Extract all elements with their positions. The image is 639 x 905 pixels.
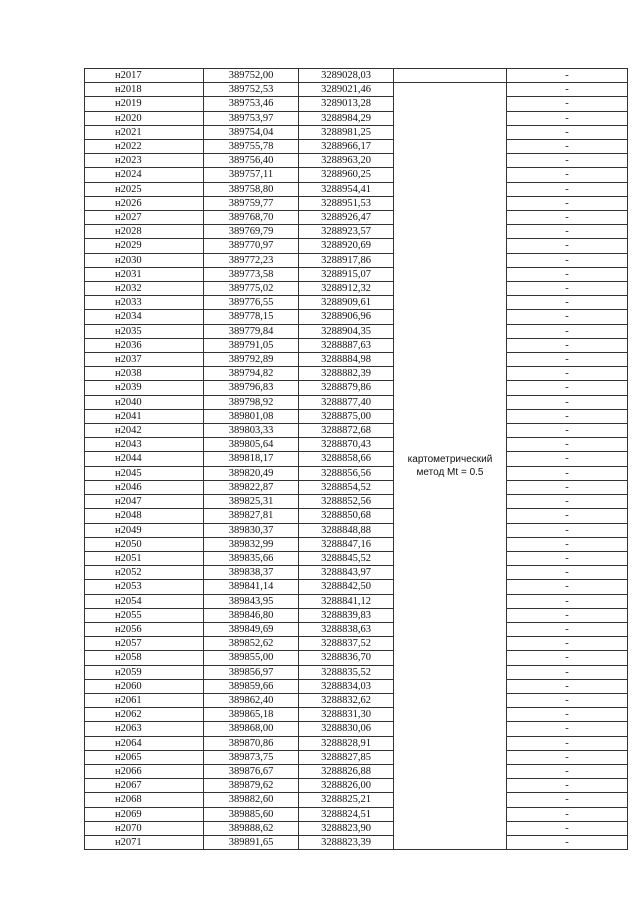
point-name-cell: н2044 bbox=[85, 452, 204, 466]
y-coordinate-cell: 3288960,25 bbox=[299, 168, 394, 182]
y-coordinate-cell: 3288828,91 bbox=[299, 736, 394, 750]
point-name-cell: н2017 bbox=[85, 69, 204, 83]
note-cell: - bbox=[507, 140, 628, 154]
note-cell: - bbox=[507, 69, 628, 83]
y-coordinate-cell: 3288926,47 bbox=[299, 211, 394, 225]
table-row bbox=[85, 196, 628, 210]
x-coordinate-cell: 389870,86 bbox=[204, 736, 299, 750]
x-coordinate-cell: 389859,66 bbox=[204, 679, 299, 693]
y-coordinate-cell: 3288912,32 bbox=[299, 282, 394, 296]
note-cell: - bbox=[507, 665, 628, 679]
y-coordinate-cell: 3288826,00 bbox=[299, 779, 394, 793]
point-name-cell: н2069 bbox=[85, 807, 204, 821]
x-coordinate-cell: 389820,49 bbox=[204, 466, 299, 480]
note-cell: - bbox=[507, 480, 628, 494]
note-cell: - bbox=[507, 196, 628, 210]
y-coordinate-cell: 3288981,25 bbox=[299, 125, 394, 139]
point-name-cell: н2049 bbox=[85, 523, 204, 537]
note-cell: - bbox=[507, 821, 628, 835]
table-row bbox=[85, 594, 628, 608]
note-cell: - bbox=[507, 424, 628, 438]
y-coordinate-cell: 3288837,52 bbox=[299, 637, 394, 651]
table-row bbox=[85, 282, 628, 296]
x-coordinate-cell: 389791,05 bbox=[204, 338, 299, 352]
note-cell: - bbox=[507, 693, 628, 707]
point-name-cell: н2026 bbox=[85, 196, 204, 210]
table-row bbox=[85, 509, 628, 523]
point-name-cell: н2050 bbox=[85, 537, 204, 551]
note-cell: - bbox=[507, 296, 628, 310]
y-coordinate-cell: 3288963,20 bbox=[299, 154, 394, 168]
x-coordinate-cell: 389755,78 bbox=[204, 140, 299, 154]
note-cell: - bbox=[507, 807, 628, 821]
x-coordinate-cell: 389868,00 bbox=[204, 722, 299, 736]
y-coordinate-cell: 3288882,39 bbox=[299, 367, 394, 381]
note-cell: - bbox=[507, 637, 628, 651]
table-row bbox=[85, 835, 628, 849]
table-row bbox=[85, 97, 628, 111]
note-cell: - bbox=[507, 239, 628, 253]
point-name-cell: н2033 bbox=[85, 296, 204, 310]
table-row bbox=[85, 168, 628, 182]
x-coordinate-cell: 389779,84 bbox=[204, 324, 299, 338]
point-name-cell: н2020 bbox=[85, 111, 204, 125]
point-name-cell: н2063 bbox=[85, 722, 204, 736]
x-coordinate-cell: 389775,02 bbox=[204, 282, 299, 296]
table-row bbox=[85, 779, 628, 793]
x-coordinate-cell: 389753,46 bbox=[204, 97, 299, 111]
y-coordinate-cell: 3288823,39 bbox=[299, 835, 394, 849]
table-row bbox=[85, 239, 628, 253]
y-coordinate-cell: 3288845,52 bbox=[299, 551, 394, 565]
point-name-cell: н2025 bbox=[85, 182, 204, 196]
note-cell: - bbox=[507, 282, 628, 296]
x-coordinate-cell: 389798,92 bbox=[204, 395, 299, 409]
point-name-cell: н2031 bbox=[85, 267, 204, 281]
point-name-cell: н2035 bbox=[85, 324, 204, 338]
x-coordinate-cell: 389849,69 bbox=[204, 622, 299, 636]
coordinates-table bbox=[84, 68, 628, 850]
note-cell: - bbox=[507, 438, 628, 452]
point-name-cell: н2053 bbox=[85, 580, 204, 594]
note-cell: - bbox=[507, 835, 628, 849]
point-name-cell: н2068 bbox=[85, 793, 204, 807]
table-row bbox=[85, 708, 628, 722]
x-coordinate-cell: 389754,04 bbox=[204, 125, 299, 139]
y-coordinate-cell: 3288823,90 bbox=[299, 821, 394, 835]
note-cell: - bbox=[507, 353, 628, 367]
table-row bbox=[85, 566, 628, 580]
point-name-cell: н2034 bbox=[85, 310, 204, 324]
note-cell: - bbox=[507, 566, 628, 580]
point-name-cell: н2043 bbox=[85, 438, 204, 452]
note-cell: - bbox=[507, 253, 628, 267]
y-coordinate-cell: 3288841,12 bbox=[299, 594, 394, 608]
point-name-cell: н2036 bbox=[85, 338, 204, 352]
point-name-cell: н2032 bbox=[85, 282, 204, 296]
point-name-cell: н2022 bbox=[85, 140, 204, 154]
y-coordinate-cell: 3288825,21 bbox=[299, 793, 394, 807]
y-coordinate-cell: 3288835,52 bbox=[299, 665, 394, 679]
table-row bbox=[85, 793, 628, 807]
point-name-cell: н2052 bbox=[85, 566, 204, 580]
table-row bbox=[85, 182, 628, 196]
x-coordinate-cell: 389758,80 bbox=[204, 182, 299, 196]
note-cell: - bbox=[507, 111, 628, 125]
point-name-cell: н2045 bbox=[85, 466, 204, 480]
y-coordinate-cell: 3288856,56 bbox=[299, 466, 394, 480]
note-cell: - bbox=[507, 395, 628, 409]
note-cell: - bbox=[507, 168, 628, 182]
note-cell: - bbox=[507, 182, 628, 196]
point-name-cell: н2024 bbox=[85, 168, 204, 182]
method-cell: картометрический метод Mt = 0.5 bbox=[394, 83, 507, 850]
table-row bbox=[85, 338, 628, 352]
note-cell: - bbox=[507, 793, 628, 807]
x-coordinate-cell: 389757,11 bbox=[204, 168, 299, 182]
point-name-cell: н2041 bbox=[85, 409, 204, 423]
table-row bbox=[85, 424, 628, 438]
x-coordinate-cell: 389803,33 bbox=[204, 424, 299, 438]
x-coordinate-cell: 389830,37 bbox=[204, 523, 299, 537]
x-coordinate-cell: 389882,60 bbox=[204, 793, 299, 807]
y-coordinate-cell: 3288904,35 bbox=[299, 324, 394, 338]
note-cell: - bbox=[507, 764, 628, 778]
note-cell: - bbox=[507, 495, 628, 509]
table-row bbox=[85, 381, 628, 395]
point-name-cell: н2061 bbox=[85, 693, 204, 707]
y-coordinate-cell: 3288842,50 bbox=[299, 580, 394, 594]
x-coordinate-cell: 389772,23 bbox=[204, 253, 299, 267]
table-row bbox=[85, 665, 628, 679]
note-cell: - bbox=[507, 381, 628, 395]
x-coordinate-cell: 389885,60 bbox=[204, 807, 299, 821]
point-name-cell: н2048 bbox=[85, 509, 204, 523]
point-name-cell: н2040 bbox=[85, 395, 204, 409]
y-coordinate-cell: 3288879,86 bbox=[299, 381, 394, 395]
y-coordinate-cell: 3288915,07 bbox=[299, 267, 394, 281]
table-row bbox=[85, 367, 628, 381]
note-cell: - bbox=[507, 466, 628, 480]
x-coordinate-cell: 389876,67 bbox=[204, 764, 299, 778]
point-name-cell: н2030 bbox=[85, 253, 204, 267]
note-cell: - bbox=[507, 622, 628, 636]
x-coordinate-cell: 389768,70 bbox=[204, 211, 299, 225]
point-name-cell: н2046 bbox=[85, 480, 204, 494]
point-name-cell: н2059 bbox=[85, 665, 204, 679]
x-coordinate-cell: 389888,62 bbox=[204, 821, 299, 835]
note-cell: - bbox=[507, 509, 628, 523]
x-coordinate-cell: 389873,75 bbox=[204, 750, 299, 764]
note-cell: - bbox=[507, 367, 628, 381]
note-cell: - bbox=[507, 551, 628, 565]
note-cell: - bbox=[507, 679, 628, 693]
note-cell: - bbox=[507, 83, 628, 97]
table-row bbox=[85, 267, 628, 281]
point-name-cell: н2023 bbox=[85, 154, 204, 168]
note-cell: - bbox=[507, 580, 628, 594]
point-name-cell: н2067 bbox=[85, 779, 204, 793]
table-row bbox=[85, 353, 628, 367]
x-coordinate-cell: 389862,40 bbox=[204, 693, 299, 707]
y-coordinate-cell: 3288832,62 bbox=[299, 693, 394, 707]
note-cell: - bbox=[507, 708, 628, 722]
x-coordinate-cell: 389827,81 bbox=[204, 509, 299, 523]
x-coordinate-cell: 389794,82 bbox=[204, 367, 299, 381]
y-coordinate-cell: 3288909,61 bbox=[299, 296, 394, 310]
x-coordinate-cell: 389792,89 bbox=[204, 353, 299, 367]
y-coordinate-cell: 3288954,41 bbox=[299, 182, 394, 196]
note-cell: - bbox=[507, 324, 628, 338]
y-coordinate-cell: 3288870,43 bbox=[299, 438, 394, 452]
x-coordinate-cell: 389865,18 bbox=[204, 708, 299, 722]
table-row bbox=[85, 83, 628, 97]
note-cell: - bbox=[507, 310, 628, 324]
y-coordinate-cell: 3289028,03 bbox=[299, 69, 394, 83]
y-coordinate-cell: 3288984,29 bbox=[299, 111, 394, 125]
table-row bbox=[85, 438, 628, 452]
y-coordinate-cell: 3288917,86 bbox=[299, 253, 394, 267]
point-name-cell: н2066 bbox=[85, 764, 204, 778]
coordinates-table-body bbox=[85, 69, 628, 850]
note-cell: - bbox=[507, 736, 628, 750]
note-cell: - bbox=[507, 125, 628, 139]
point-name-cell: н2021 bbox=[85, 125, 204, 139]
y-coordinate-cell: 3288834,03 bbox=[299, 679, 394, 693]
point-name-cell: н2071 bbox=[85, 835, 204, 849]
x-coordinate-cell: 389776,55 bbox=[204, 296, 299, 310]
x-coordinate-cell: 389856,97 bbox=[204, 665, 299, 679]
point-name-cell: н2028 bbox=[85, 225, 204, 239]
y-coordinate-cell: 3289021,46 bbox=[299, 83, 394, 97]
x-coordinate-cell: 389852,62 bbox=[204, 637, 299, 651]
x-coordinate-cell: 389752,53 bbox=[204, 83, 299, 97]
x-coordinate-cell: 389818,17 bbox=[204, 452, 299, 466]
note-cell: - bbox=[507, 338, 628, 352]
y-coordinate-cell: 3288951,53 bbox=[299, 196, 394, 210]
note-cell: - bbox=[507, 608, 628, 622]
y-coordinate-cell: 3288831,30 bbox=[299, 708, 394, 722]
note-cell: - bbox=[507, 722, 628, 736]
x-coordinate-cell: 389835,66 bbox=[204, 551, 299, 565]
y-coordinate-cell: 3288966,17 bbox=[299, 140, 394, 154]
note-cell: - bbox=[507, 750, 628, 764]
x-coordinate-cell: 389825,31 bbox=[204, 495, 299, 509]
table-row bbox=[85, 750, 628, 764]
x-coordinate-cell: 389846,80 bbox=[204, 608, 299, 622]
y-coordinate-cell: 3288839,83 bbox=[299, 608, 394, 622]
table-row bbox=[85, 651, 628, 665]
point-name-cell: н2019 bbox=[85, 97, 204, 111]
note-cell: - bbox=[507, 779, 628, 793]
y-coordinate-cell: 3288830,06 bbox=[299, 722, 394, 736]
y-coordinate-cell: 3288848,88 bbox=[299, 523, 394, 537]
x-coordinate-cell: 389832,99 bbox=[204, 537, 299, 551]
x-coordinate-cell: 389759,77 bbox=[204, 196, 299, 210]
table-row bbox=[85, 551, 628, 565]
table-row bbox=[85, 736, 628, 750]
table-row bbox=[85, 480, 628, 494]
x-coordinate-cell: 389756,40 bbox=[204, 154, 299, 168]
note-cell: - bbox=[507, 523, 628, 537]
y-coordinate-cell: 3288852,56 bbox=[299, 495, 394, 509]
note-cell: - bbox=[507, 537, 628, 551]
point-name-cell: н2056 bbox=[85, 622, 204, 636]
table-row bbox=[85, 324, 628, 338]
table-row bbox=[85, 69, 628, 83]
table-row bbox=[85, 537, 628, 551]
point-name-cell: н2062 bbox=[85, 708, 204, 722]
x-coordinate-cell: 389769,79 bbox=[204, 225, 299, 239]
point-name-cell: н2055 bbox=[85, 608, 204, 622]
note-cell: - bbox=[507, 97, 628, 111]
table-row bbox=[85, 764, 628, 778]
point-name-cell: н2058 bbox=[85, 651, 204, 665]
y-coordinate-cell: 3288877,40 bbox=[299, 395, 394, 409]
table-row bbox=[85, 821, 628, 835]
x-coordinate-cell: 389796,83 bbox=[204, 381, 299, 395]
table-row bbox=[85, 154, 628, 168]
y-coordinate-cell: 3288923,57 bbox=[299, 225, 394, 239]
point-name-cell: н2018 bbox=[85, 83, 204, 97]
y-coordinate-cell: 3288872,68 bbox=[299, 424, 394, 438]
x-coordinate-cell: 389801,08 bbox=[204, 409, 299, 423]
y-coordinate-cell: 3288826,88 bbox=[299, 764, 394, 778]
point-name-cell: н2039 bbox=[85, 381, 204, 395]
point-name-cell: н2038 bbox=[85, 367, 204, 381]
y-coordinate-cell: 3288884,98 bbox=[299, 353, 394, 367]
note-cell: - bbox=[507, 225, 628, 239]
y-coordinate-cell: 3288827,85 bbox=[299, 750, 394, 764]
table-row bbox=[85, 580, 628, 594]
table-row bbox=[85, 296, 628, 310]
y-coordinate-cell: 3288836,70 bbox=[299, 651, 394, 665]
y-coordinate-cell: 3288920,69 bbox=[299, 239, 394, 253]
y-coordinate-cell: 3288875,00 bbox=[299, 409, 394, 423]
table-row bbox=[85, 111, 628, 125]
y-coordinate-cell: 3288906,96 bbox=[299, 310, 394, 324]
table-row bbox=[85, 452, 628, 466]
table-row bbox=[85, 679, 628, 693]
point-name-cell: н2047 bbox=[85, 495, 204, 509]
method-cell-empty bbox=[394, 69, 507, 83]
x-coordinate-cell: 389891,65 bbox=[204, 835, 299, 849]
y-coordinate-cell: 3288850,68 bbox=[299, 509, 394, 523]
point-name-cell: н2042 bbox=[85, 424, 204, 438]
table-row bbox=[85, 225, 628, 239]
table-row bbox=[85, 310, 628, 324]
table-row bbox=[85, 211, 628, 225]
note-cell: - bbox=[507, 594, 628, 608]
x-coordinate-cell: 389753,97 bbox=[204, 111, 299, 125]
x-coordinate-cell: 389773,58 bbox=[204, 267, 299, 281]
table-row bbox=[85, 140, 628, 154]
table-row bbox=[85, 466, 628, 480]
x-coordinate-cell: 389843,95 bbox=[204, 594, 299, 608]
point-name-cell: н2057 bbox=[85, 637, 204, 651]
table-row bbox=[85, 125, 628, 139]
point-name-cell: н2070 bbox=[85, 821, 204, 835]
note-cell: - bbox=[507, 154, 628, 168]
y-coordinate-cell: 3288887,63 bbox=[299, 338, 394, 352]
note-cell: - bbox=[507, 409, 628, 423]
point-name-cell: н2051 bbox=[85, 551, 204, 565]
point-name-cell: н2027 bbox=[85, 211, 204, 225]
table-row bbox=[85, 253, 628, 267]
table-row bbox=[85, 637, 628, 651]
point-name-cell: н2054 bbox=[85, 594, 204, 608]
table-row bbox=[85, 395, 628, 409]
table-row bbox=[85, 409, 628, 423]
table-row bbox=[85, 693, 628, 707]
x-coordinate-cell: 389855,00 bbox=[204, 651, 299, 665]
y-coordinate-cell: 3288843,97 bbox=[299, 566, 394, 580]
note-cell: - bbox=[507, 452, 628, 466]
y-coordinate-cell: 3288854,52 bbox=[299, 480, 394, 494]
table-row bbox=[85, 807, 628, 821]
x-coordinate-cell: 389879,62 bbox=[204, 779, 299, 793]
note-cell: - bbox=[507, 211, 628, 225]
y-coordinate-cell: 3289013,28 bbox=[299, 97, 394, 111]
table-row bbox=[85, 523, 628, 537]
point-name-cell: н2065 bbox=[85, 750, 204, 764]
point-name-cell: н2029 bbox=[85, 239, 204, 253]
y-coordinate-cell: 3288824,51 bbox=[299, 807, 394, 821]
x-coordinate-cell: 389841,14 bbox=[204, 580, 299, 594]
table-row bbox=[85, 608, 628, 622]
x-coordinate-cell: 389805,64 bbox=[204, 438, 299, 452]
table-row bbox=[85, 722, 628, 736]
y-coordinate-cell: 3288847,16 bbox=[299, 537, 394, 551]
x-coordinate-cell: 389838,37 bbox=[204, 566, 299, 580]
y-coordinate-cell: 3288858,66 bbox=[299, 452, 394, 466]
x-coordinate-cell: 389770,97 bbox=[204, 239, 299, 253]
table-row bbox=[85, 495, 628, 509]
point-name-cell: н2064 bbox=[85, 736, 204, 750]
point-name-cell: н2037 bbox=[85, 353, 204, 367]
note-cell: - bbox=[507, 267, 628, 281]
note-cell: - bbox=[507, 651, 628, 665]
table-row bbox=[85, 622, 628, 636]
point-name-cell: н2060 bbox=[85, 679, 204, 693]
x-coordinate-cell: 389822,87 bbox=[204, 480, 299, 494]
x-coordinate-cell: 389752,00 bbox=[204, 69, 299, 83]
y-coordinate-cell: 3288838,63 bbox=[299, 622, 394, 636]
x-coordinate-cell: 389778,15 bbox=[204, 310, 299, 324]
